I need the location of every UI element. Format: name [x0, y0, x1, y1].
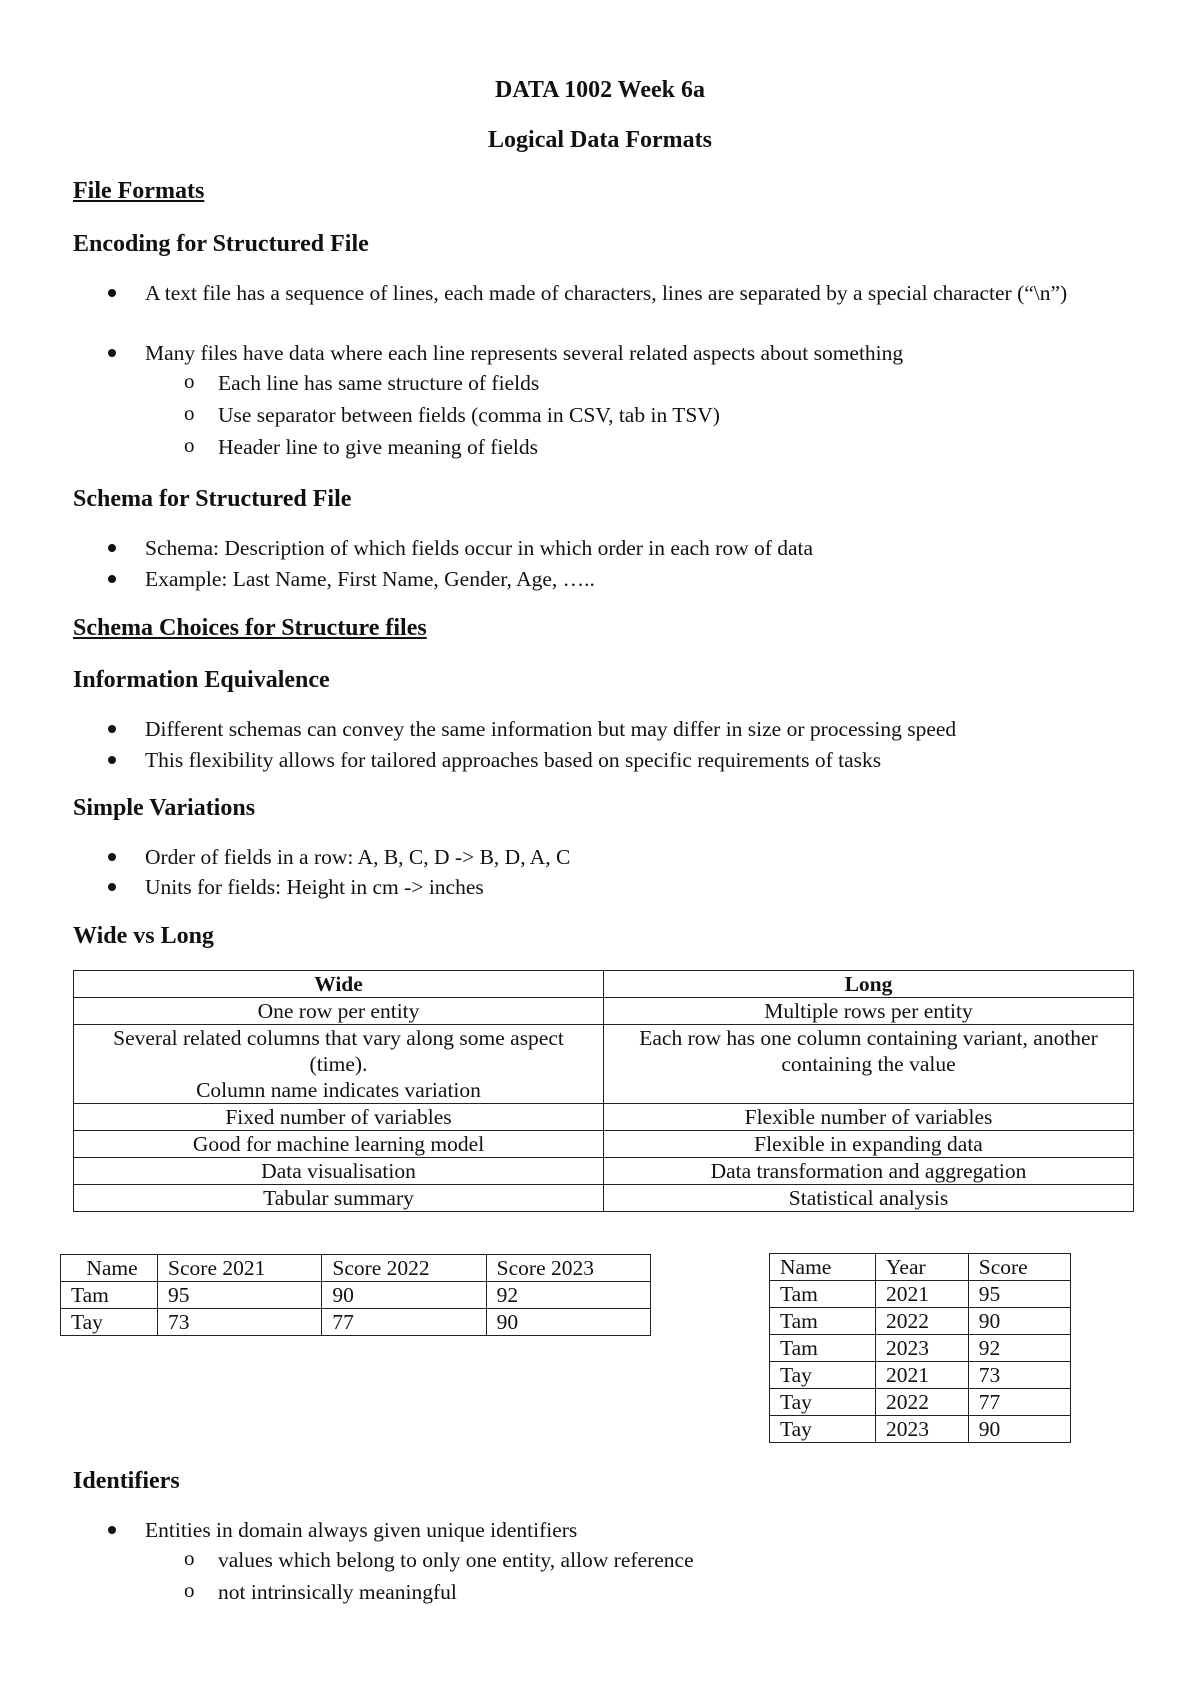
table-cell: Data visualisation — [74, 1158, 604, 1185]
bullet-icon — [108, 1526, 116, 1534]
encoding-sub-2: Use separator between fields (comma in CSV, tab in TSV) — [218, 403, 720, 427]
simple-bullet-2: Units for fields: Height in cm -> inches — [145, 875, 484, 899]
table-row — [770, 1335, 1071, 1362]
table-cell: 77 — [322, 1309, 486, 1336]
bullet-icon — [108, 883, 116, 891]
heading-identifiers: Identifiers — [73, 1468, 180, 1494]
heading-wide-vs-long: Wide vs Long — [73, 923, 214, 949]
heading-encoding: Encoding for Structured File — [73, 231, 369, 257]
table-row — [74, 1104, 1134, 1131]
table-header-cell: Wide — [74, 971, 604, 998]
sub-bullet-icon: o — [184, 433, 195, 457]
table-cell: Tam — [770, 1335, 876, 1362]
table-row — [770, 1416, 1071, 1443]
table-cell: 95 — [968, 1281, 1070, 1308]
heading-file-formats: File Formats — [73, 178, 205, 204]
sub-bullet-icon: o — [184, 1578, 195, 1602]
table-cell: Tabular summary — [74, 1185, 604, 1212]
table-cell: 92 — [968, 1335, 1070, 1362]
table-cell-line: Column name indicates variation — [196, 1078, 481, 1102]
wide-example-table — [60, 1254, 651, 1336]
table-header-cell: Name — [61, 1255, 158, 1282]
table-row — [770, 1389, 1071, 1416]
table-cell-line: Several related columns that vary along some aspect (time). — [113, 1026, 564, 1076]
bullet-icon — [108, 349, 116, 357]
table-header-row — [770, 1254, 1071, 1281]
table-cell: Good for machine learning model — [74, 1131, 604, 1158]
info-bullet-2: This flexibility allows for tailored approaches based on specific requirements of tasks — [145, 748, 882, 772]
table-header-cell: Score 2021 — [158, 1255, 322, 1282]
table-cell: Tay — [770, 1389, 876, 1416]
identifiers-sub-1: values which belong to only one entity, allow reference — [218, 1548, 694, 1572]
wide-vs-long-table — [73, 970, 1134, 1212]
table-row — [770, 1308, 1071, 1335]
table-header-cell: Score 2023 — [486, 1255, 650, 1282]
table-cell: Tam — [61, 1282, 158, 1309]
table-cell: Data transformation and aggregation — [604, 1158, 1134, 1185]
table-row — [770, 1281, 1071, 1308]
table-row — [61, 1309, 651, 1336]
bullet-icon — [108, 853, 116, 861]
table-row — [61, 1282, 651, 1309]
table-header-row — [61, 1255, 651, 1282]
table-header-cell: Name — [770, 1254, 876, 1281]
table-cell — [74, 1025, 604, 1104]
schema-bullet-2: Example: Last Name, First Name, Gender, Age, ….. — [145, 567, 595, 591]
bullet-icon — [108, 756, 116, 764]
encoding-sub-1: Each line has same structure of fields — [218, 371, 540, 395]
table-cell: Tam — [770, 1308, 876, 1335]
table-cell: 90 — [968, 1416, 1070, 1443]
bullet-icon — [108, 725, 116, 733]
table-header-cell: Year — [876, 1254, 969, 1281]
doc-subtitle: Logical Data Formats — [488, 127, 712, 153]
bullet-icon — [108, 289, 116, 297]
table-cell: Each row has one column containing variant, another containing the value — [604, 1025, 1134, 1104]
info-bullet-1: Different schemas can convey the same information but may differ in size or processing speed — [145, 717, 957, 741]
schema-bullet-1: Schema: Description of which fields occur in which order in each row of data — [145, 536, 814, 560]
identifiers-sub-2: not intrinsically meaningful — [218, 1580, 457, 1604]
sub-bullet-icon: o — [184, 1546, 195, 1570]
sub-bullet-icon: o — [184, 369, 195, 393]
table-cell: 2021 — [876, 1362, 969, 1389]
table-cell: Multiple rows per entity — [604, 998, 1134, 1025]
table-cell: 2022 — [876, 1389, 969, 1416]
table-cell: Tam — [770, 1281, 876, 1308]
table-cell: 90 — [486, 1309, 650, 1336]
identifiers-bullet-1: Entities in domain always given unique identifiers — [145, 1518, 578, 1542]
doc-title: DATA 1002 Week 6a — [494, 77, 705, 103]
bullet-icon — [108, 575, 116, 583]
table-row — [74, 1131, 1134, 1158]
table-header-cell: Score 2022 — [322, 1255, 486, 1282]
table-cell: Tay — [770, 1362, 876, 1389]
table-cell: 95 — [158, 1282, 322, 1309]
encoding-bullet-2: Many files have data where each line represents several related aspects about something — [145, 341, 904, 365]
heading-simple-variations: Simple Variations — [73, 795, 256, 821]
table-cell: Flexible number of variables — [604, 1104, 1134, 1131]
table-cell: 90 — [322, 1282, 486, 1309]
table-cell: 2022 — [876, 1308, 969, 1335]
long-example-table — [769, 1253, 1071, 1443]
sub-bullet-icon: o — [184, 401, 195, 425]
table-cell: 73 — [158, 1309, 322, 1336]
table-header-cell: Score — [968, 1254, 1070, 1281]
heading-schema-choices: Schema Choices for Structure files — [73, 615, 427, 641]
table-cell: Flexible in expanding data — [604, 1131, 1134, 1158]
table-row — [74, 1158, 1134, 1185]
heading-info-equiv: Information Equivalence — [73, 667, 330, 693]
table-header-row — [74, 971, 1134, 998]
table-row — [74, 1025, 1134, 1104]
table-cell: 73 — [968, 1362, 1070, 1389]
table-header-cell: Long — [604, 971, 1134, 998]
table-cell: 77 — [968, 1389, 1070, 1416]
table-row — [74, 1185, 1134, 1212]
simple-bullet-1: Order of fields in a row: A, B, C, D -> B, D, A, C — [145, 845, 571, 869]
table-cell: 2023 — [876, 1416, 969, 1443]
table-cell: Statistical analysis — [604, 1185, 1134, 1212]
table-cell: Tay — [61, 1309, 158, 1336]
encoding-bullet-1: A text file has a sequence of lines, each made of characters, lines are separated by a special character (“\n”) — [145, 281, 1068, 305]
table-cell: One row per entity — [74, 998, 604, 1025]
table-cell: Fixed number of variables — [74, 1104, 604, 1131]
bullet-icon — [108, 544, 116, 552]
table-cell: 90 — [968, 1308, 1070, 1335]
encoding-sub-3: Header line to give meaning of fields — [218, 435, 539, 459]
table-cell: 2021 — [876, 1281, 969, 1308]
table-row — [74, 998, 1134, 1025]
table-row — [770, 1362, 1071, 1389]
table-cell: 2023 — [876, 1335, 969, 1362]
heading-schema: Schema for Structured File — [73, 486, 352, 512]
table-cell: 92 — [486, 1282, 650, 1309]
table-cell: Tay — [770, 1416, 876, 1443]
